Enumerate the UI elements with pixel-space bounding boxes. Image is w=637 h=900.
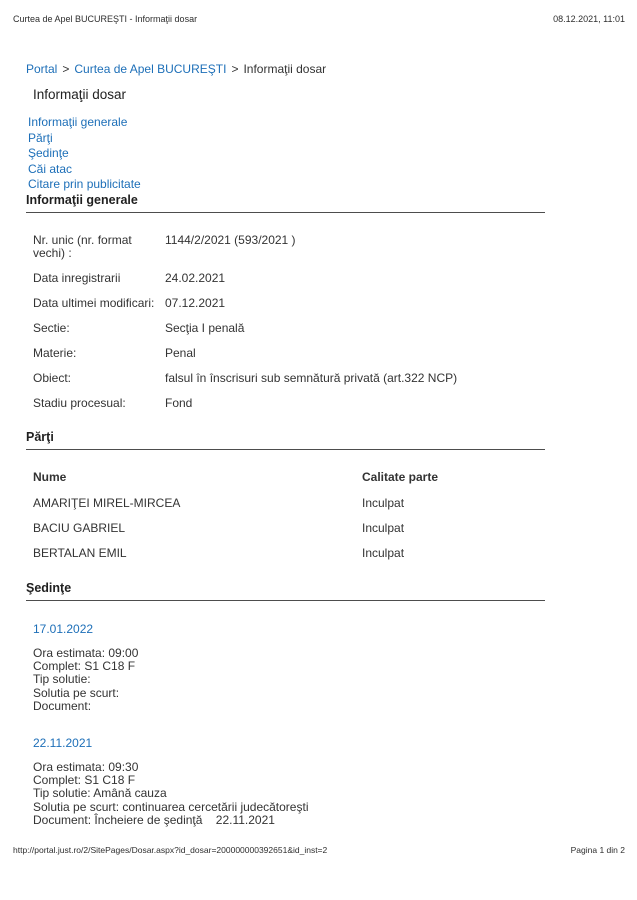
breadcrumb-link-portal[interactable]: Portal bbox=[26, 62, 58, 76]
section-heading-hearings: Şedinţe bbox=[26, 581, 545, 601]
section-nav bbox=[28, 115, 141, 193]
general-info-table bbox=[33, 234, 541, 422]
hearing-detail-line: Ora estimata: 09:00 bbox=[33, 646, 139, 660]
nav-link[interactable]: Informaţii generale bbox=[28, 115, 128, 129]
parties-table bbox=[33, 471, 541, 572]
hearing-detail-line: Tip solutie: bbox=[33, 672, 91, 687]
info-value: Penal bbox=[165, 346, 196, 360]
info-value: falsul în înscrisuri sub semnătură privată (art.322 NCP) bbox=[165, 371, 458, 385]
hearing-detail-line: Solutia pe scurt: bbox=[33, 685, 120, 700]
nav-link[interactable]: Căi atac bbox=[28, 161, 73, 176]
hearing-detail-line: Document: bbox=[33, 698, 92, 713]
breadcrumb-current: Informaţii dosar bbox=[243, 62, 327, 76]
hearing-details bbox=[33, 647, 541, 713]
party-row bbox=[33, 547, 541, 560]
breadcrumb bbox=[26, 62, 326, 76]
hearing-detail-line: Complet: S1 C18 F bbox=[33, 659, 136, 674]
breadcrumb-link-court[interactable]: Curtea de Apel BUCUREŞTI bbox=[74, 62, 227, 76]
print-header bbox=[13, 14, 625, 24]
info-value: 24.02.2021 bbox=[165, 271, 226, 285]
print-footer bbox=[13, 845, 625, 855]
info-value: Secţia I penală bbox=[165, 321, 245, 335]
hearing-detail-line: Ora estimata: 09:30 bbox=[33, 760, 139, 774]
hearing-detail-line: Tip solutie: Amână cauza bbox=[33, 786, 167, 801]
nav-link[interactable]: Părţi bbox=[28, 130, 53, 145]
info-row bbox=[33, 297, 541, 310]
info-label: Sectie: bbox=[33, 321, 70, 335]
party-role: Inculpat bbox=[362, 546, 405, 560]
info-row bbox=[33, 272, 541, 285]
hearing-detail-line: Document: Încheiere de şedinţă 22.11.2021 bbox=[33, 812, 275, 827]
nav-link[interactable]: Şedinţe bbox=[28, 146, 69, 160]
party-role: Inculpat bbox=[362, 496, 405, 510]
hearing-date-link[interactable]: 17.01.2022 bbox=[33, 622, 94, 636]
hearing-detail-line: Complet: S1 C18 F bbox=[33, 773, 136, 788]
party-name: BACIU GABRIEL bbox=[33, 521, 126, 535]
footer-page-number: Pagina 1 din 2 bbox=[570, 845, 625, 855]
nav-link[interactable]: Citare prin publicitate bbox=[28, 177, 141, 191]
parties-header-name: Nume bbox=[33, 470, 67, 484]
info-label: Stadiu procesual: bbox=[33, 396, 126, 410]
parties-header-row bbox=[33, 471, 541, 484]
info-label: Data inregistrarii bbox=[33, 271, 121, 285]
info-label: Materie: bbox=[33, 346, 77, 360]
hearing-date-link[interactable]: 22.11.2021 bbox=[33, 736, 93, 750]
print-header-title: Curtea de Apel BUCUREŞTI - Informaţii dosar bbox=[13, 14, 198, 24]
footer-url: http://portal.just.ro/2/SitePages/Dosar.aspx?id_dosar=200000000392651&id_inst=2 bbox=[13, 845, 328, 855]
hearing-details bbox=[33, 761, 541, 827]
print-header-timestamp: 08.12.2021, 11:01 bbox=[553, 14, 625, 24]
hearing-detail-line: Solutia pe scurt: continuarea cercetării judecătoreşti bbox=[33, 799, 309, 814]
breadcrumb-separator: > bbox=[231, 62, 239, 76]
page-title: Informaţii dosar bbox=[33, 87, 127, 102]
info-value: 07.12.2021 bbox=[165, 296, 226, 310]
party-role: Inculpat bbox=[362, 521, 405, 535]
party-name: BERTALAN EMIL bbox=[33, 546, 127, 560]
info-row bbox=[33, 234, 541, 260]
parties-header-role: Calitate parte bbox=[362, 470, 439, 484]
party-row bbox=[33, 497, 541, 510]
info-row bbox=[33, 347, 541, 360]
info-value: 1144/2/2021 (593/2021 ) bbox=[165, 233, 296, 247]
info-value: Fond bbox=[165, 396, 193, 410]
section-heading-parties: Părţi bbox=[26, 430, 545, 450]
parties-rows bbox=[33, 497, 541, 560]
party-row bbox=[33, 522, 541, 535]
breadcrumb-separator: > bbox=[62, 62, 70, 76]
info-label: Nr. unic (nr. format vechi) : bbox=[33, 233, 132, 260]
info-row bbox=[33, 372, 541, 385]
info-label: Data ultimei modificari: bbox=[33, 296, 155, 310]
party-name: AMARIŢEI MIREL-MIRCEA bbox=[33, 496, 181, 510]
info-label: Obiect: bbox=[33, 371, 72, 385]
info-row bbox=[33, 322, 541, 335]
info-row bbox=[33, 397, 541, 410]
section-heading-general: Informaţii generale bbox=[26, 193, 545, 213]
